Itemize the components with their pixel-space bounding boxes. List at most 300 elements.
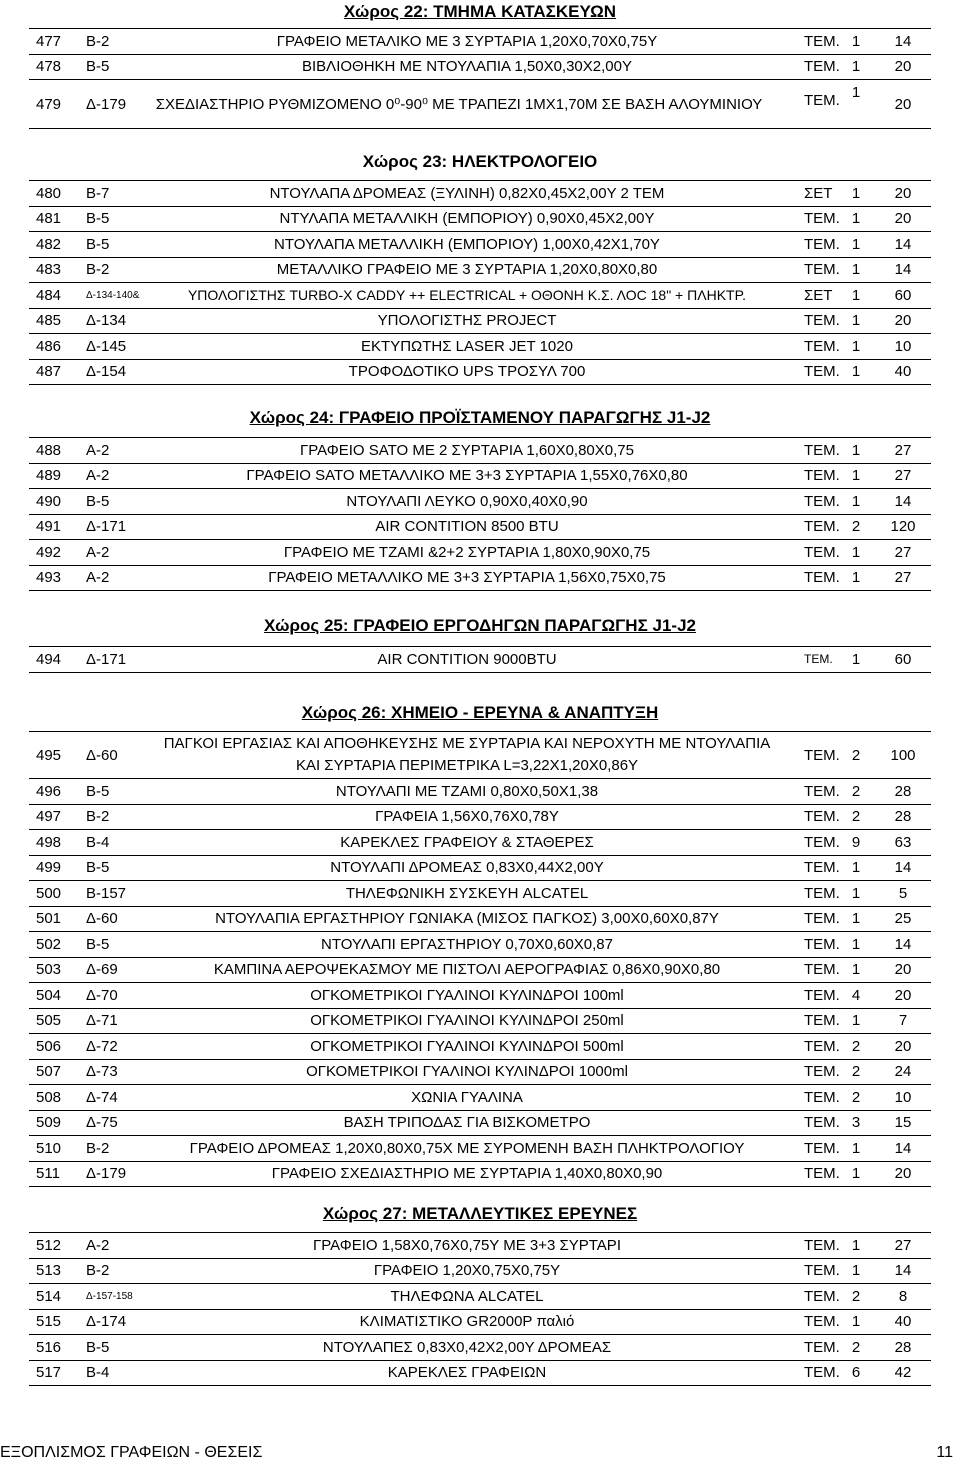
row-quantity: 2: [851, 518, 861, 536]
row-quantity: 1: [851, 184, 861, 202]
row-code: Α-2: [86, 1236, 110, 1254]
row-total: 20: [894, 961, 912, 979]
row-description: ΚΛΙΜΑΤΙΣΤΙΚΟ GR2000P παλιό: [359, 1313, 575, 1331]
table-row: [29, 257, 931, 283]
row-description: ΓΡΑΦΕΙΟ SATO ΜΕ 2 ΣΥΡΤΑΡΙΑ 1,60Χ0,80Χ0,75: [300, 441, 634, 459]
table-row: [29, 1334, 931, 1360]
row-unit: ΤΕΜ.: [804, 543, 840, 561]
row-quantity: 1: [851, 1236, 861, 1254]
table-row: [29, 1110, 931, 1136]
row-unit: ΤΕΜ.: [804, 235, 840, 253]
table-row: [29, 333, 931, 359]
table-row: [29, 1309, 931, 1335]
row-unit: ΤΕΜ.: [804, 652, 833, 667]
table-row: [29, 829, 931, 855]
row-unit: ΤΕΜ.: [804, 833, 840, 851]
table-section-24: [29, 437, 931, 591]
row-total: 120: [890, 518, 916, 536]
table-row: [29, 1033, 931, 1059]
table-row: [29, 1283, 931, 1309]
row-code: Δ-73: [86, 1063, 118, 1081]
table-row: [29, 1084, 931, 1110]
table-row: [29, 437, 931, 463]
row-total: 27: [894, 543, 912, 561]
table-row: [29, 282, 931, 308]
row-quantity: 1: [851, 84, 861, 101]
row-unit: ΤΕΜ.: [804, 1088, 840, 1106]
table-row: [29, 646, 931, 673]
row-description: ΝΤΟΥΛΑΠΙ ΛΕΥΚΟ 0,90Χ0,40Χ0,90: [346, 492, 588, 510]
page-number: 11: [936, 1444, 953, 1461]
row-quantity: 1: [851, 650, 861, 668]
row-total: 60: [894, 286, 912, 304]
table-row: [29, 1008, 931, 1034]
row-description: ΝΤΟΥΛΑΠΙ ΜΕ ΤΖΑΜΙ 0,80Χ0,50Χ1,38: [335, 782, 599, 800]
row-number: 515: [36, 1313, 62, 1331]
row-total: 14: [894, 1139, 912, 1157]
row-quantity: 3: [851, 1114, 861, 1132]
row-quantity: 2: [851, 1088, 861, 1106]
table-row: [29, 28, 931, 54]
row-quantity: 1: [851, 859, 861, 877]
row-description: ΒΙΒΛΙΟΘΗΚΗ ΜΕ ΝΤΟΥΛΑΠΙΑ 1,50Χ0,30Χ2,00Υ: [302, 58, 632, 76]
row-code: Δ-179: [86, 1165, 127, 1183]
row-number: 481: [36, 210, 62, 228]
row-description: ΥΠΟΛΟΓΙΣΤΗΣ PROJECT: [377, 312, 557, 330]
row-quantity: 1: [851, 235, 861, 253]
row-code: Β-4: [86, 1364, 110, 1382]
row-total: 27: [894, 1236, 912, 1254]
row-description: ΤΡΟΦΟΔΟΤΙΚΟ UPS ΤΡΟΣΥΛ 700: [348, 363, 586, 381]
row-number: 507: [36, 1063, 62, 1081]
row-code: Β-2: [86, 261, 110, 279]
row-unit: ΤΕΜ.: [804, 92, 840, 109]
row-unit: ΤΕΜ.: [804, 1313, 840, 1331]
row-quantity: 1: [851, 1165, 861, 1183]
row-total: 20: [894, 312, 912, 330]
row-unit: ΤΕΜ.: [804, 986, 840, 1004]
row-unit: ΤΕΜ.: [804, 32, 840, 50]
section-title-25: Χώρος 25: ΓΡΑΦΕΙΟ ΕΡΓΟΔΗΓΩΝ ΠΑΡΑΓΩΓΗΣ J1-J2: [264, 616, 696, 635]
row-unit: ΤΕΜ.: [804, 337, 840, 355]
row-description: ΧΩΝΙΑ ΓΥΑΛΙΝΑ: [411, 1088, 523, 1106]
row-description-line-2: ΚΑΙ ΣΥΡΤΑΡΙΑ ΠΕΡΙΜΕΤΡΙΚΑ L=3,22Χ1,20Χ0,86Υ: [295, 757, 639, 774]
section-title-27: Χώρος 27: ΜΕΤΑΛΛΕΥΤΙΚΕΣ ΕΡΕΥΝΕΣ: [322, 1204, 638, 1223]
row-description: [147, 732, 787, 778]
row-code: Β-5: [86, 782, 110, 800]
row-code: Α-2: [86, 441, 110, 459]
row-code: Α-2: [86, 467, 110, 485]
row-description: ΓΡΑΦΕΙΟ ΜΕ ΤΖΑΜΙ &2+2 ΣΥΡΤΑΡΙΑ 1,80Χ0,90Χ0,75: [283, 543, 651, 561]
row-quantity: 4: [851, 986, 861, 1004]
row-number: 516: [36, 1338, 62, 1356]
row-description: ΣΧΕΔΙΑΣΤΗΡΙΟ ΡΥΘΜΙΖΟΜΕΝΟ 0⁰-90⁰ ΜΕ ΤΡΑΠΕΖΙ 1ΜΧ1,70Μ ΣΕ ΒΑΣΗ ΑΛΟΥΜΙΝΙΟΥ: [155, 96, 763, 113]
row-description: ΟΓΚΟΜΕΤΡΙΚΟΙ ΓΥΑΛΙΝΟΙ ΚΥΛΙΝΔΡΟΙ 250ml: [310, 1012, 624, 1030]
row-total: 27: [894, 467, 912, 485]
row-quantity: 1: [851, 1012, 861, 1030]
row-total: 14: [894, 1262, 912, 1280]
row-code: Δ-60: [86, 746, 118, 764]
row-total: 5: [898, 884, 908, 902]
row-unit: ΤΕΜ.: [804, 1165, 840, 1183]
row-unit: ΤΕΜ.: [804, 261, 840, 279]
row-code: Α-2: [86, 569, 110, 587]
table-row: [29, 1360, 931, 1387]
row-unit: ΤΕΜ.: [804, 518, 840, 536]
section-title-26: Χώρος 26: ΧΗΜΕΙΟ - ΕΡΕΥΝΑ & ΑΝΑΠΤΥΞΗ: [301, 703, 659, 722]
row-code: Β-5: [86, 1338, 110, 1356]
row-unit: ΤΕΜ.: [804, 58, 840, 76]
row-code: Δ-171: [86, 518, 127, 536]
row-number: 488: [36, 441, 62, 459]
row-description: ΚΑΜΠΙΝΑ ΑΕΡΟΨΕΚΑΣΜΟΥ ΜΕ ΠΙΣΤΟΛΙ ΑΕΡΟΓΡΑΦΙΑΣ 0,86Χ0,90Χ0,80: [213, 961, 721, 979]
table-row: [29, 855, 931, 881]
row-code: Δ-71: [86, 1012, 118, 1030]
row-quantity: 6: [851, 1364, 861, 1382]
row-unit: ΤΕΜ.: [804, 935, 840, 953]
row-code: Β-5: [86, 492, 110, 510]
row-number: 503: [36, 961, 62, 979]
table-row: [29, 880, 931, 906]
row-description: ΥΠΟΛΟΓΙΣΤΗΣ TURBO-X CADDY ++ ELECTRICAL + ΟΘΟΝΗ Κ.Σ. ΛΟC 18" + ΠΛΗΚΤΡ.: [187, 287, 747, 304]
row-description: ΜΕΤΑΛΛΙΚΟ ΓΡΑΦΕΙΟ ΜΕ 3 ΣΥΡΤΑΡΙΑ 1,20Χ0,80Χ0,80: [276, 261, 658, 279]
table-row: [29, 931, 931, 957]
table-row: [29, 206, 931, 232]
row-description: ΒΑΣΗ ΤΡΙΠΟΔΑΣ ΓΙΑ ΒΙΣΚΟΜΕΤΡΟ: [343, 1114, 591, 1132]
row-quantity: 1: [851, 467, 861, 485]
row-quantity: 1: [851, 32, 861, 50]
row-unit: ΤΕΜ.: [804, 1287, 840, 1305]
row-total: 63: [894, 833, 912, 851]
row-number: 492: [36, 543, 62, 561]
row-unit: ΤΕΜ.: [804, 1037, 840, 1055]
row-description: ΟΓΚΟΜΕΤΡΙΚΟΙ ΓΥΑΛΙΝΟΙ ΚΥΛΙΝΔΡΟΙ 1000ml: [306, 1063, 628, 1081]
table-row: [29, 1161, 931, 1188]
table-row: [29, 488, 931, 514]
row-total: 20: [894, 210, 912, 228]
row-code: Δ-154: [86, 363, 127, 381]
row-code: Δ-171: [86, 650, 127, 668]
row-unit: ΤΕΜ.: [804, 884, 840, 902]
row-unit: ΤΕΜ.: [804, 492, 840, 510]
row-description: ΓΡΑΦΕΙΟ ΜΕΤΑΛΛΙΚΟ ΜΕ 3+3 ΣΥΡΤΑΡΙΑ 1,56Χ0,75Χ0,75: [268, 569, 666, 587]
row-total: 100: [890, 746, 916, 764]
row-description: ΕΚΤΥΠΩΤΗΣ LASER JET 1020: [361, 337, 573, 355]
row-total: 10: [894, 1088, 912, 1106]
row-code: Β-4: [86, 833, 110, 851]
row-quantity: 2: [851, 782, 861, 800]
row-quantity: 1: [851, 1313, 861, 1331]
section-title-24: Χώρος 24: ΓΡΑΦΕΙΟ ΠΡΟΪΣΤΑΜΕΝΟΥ ΠΑΡΑΓΩΓΗΣ J1-J2: [249, 408, 711, 427]
table-row: [29, 539, 931, 565]
row-total: 28: [894, 782, 912, 800]
table-row: [29, 308, 931, 334]
row-total: 20: [894, 95, 912, 113]
row-number: 506: [36, 1037, 62, 1055]
row-number: 511: [36, 1165, 60, 1183]
row-total: 7: [898, 1012, 908, 1030]
table-section-22: [29, 28, 931, 129]
table-row: [29, 778, 931, 804]
row-total: 20: [894, 184, 912, 202]
row-number: 491: [36, 518, 62, 536]
row-unit: ΤΕΜ.: [804, 1338, 840, 1356]
row-quantity: 1: [851, 286, 861, 304]
row-number: 502: [36, 935, 62, 953]
row-total: 14: [894, 32, 912, 50]
row-unit: ΤΕΜ.: [804, 1012, 840, 1030]
row-code: Β-2: [86, 808, 110, 826]
row-number: 480: [36, 184, 62, 202]
row-total: 8: [898, 1287, 908, 1305]
table-row: [29, 804, 931, 830]
row-code: Β-2: [86, 32, 110, 50]
row-number: 500: [36, 884, 62, 902]
row-total: 20: [894, 986, 912, 1004]
row-unit: ΤΕΜ.: [804, 1114, 840, 1132]
row-total: 15: [894, 1114, 912, 1132]
row-total: 40: [894, 363, 912, 381]
row-number: 512: [36, 1236, 62, 1254]
row-number: 493: [36, 569, 62, 587]
row-number: 487: [36, 363, 62, 381]
row-description: ΓΡΑΦΕΙΟ ΣΧΕΔΙΑΣΤΗΡΙΟ ΜΕ ΣΥΡΤΑΡΙΑ 1,40Χ0,80Χ0,90: [271, 1165, 663, 1183]
row-number: 504: [36, 986, 62, 1004]
row-description: ΚΑΡΕΚΛΕΣ ΓΡΑΦΕΙΩΝ: [387, 1364, 547, 1382]
row-number: 495: [36, 746, 62, 764]
row-total: 40: [894, 1313, 912, 1331]
row-quantity: 1: [851, 337, 861, 355]
row-description-line-1: ΠΑΓΚΟΙ ΕΡΓΑΣΙΑΣ ΚΑΙ ΑΠΟΘΗΚΕΥΣΗΣ ΜΕ ΣΥΡΤΑΡΙΑ ΚΑΙ ΝΕΡΟΧΥΤΗ ΜΕ ΝΤΟΥΛΑΠΙΑ: [163, 735, 771, 752]
row-number: 479: [36, 95, 62, 113]
row-unit: ΤΕΜ.: [804, 782, 840, 800]
table-row: [29, 982, 931, 1008]
row-number: 490: [36, 492, 62, 510]
table-section-26: [29, 731, 931, 1187]
row-unit: ΤΕΜ.: [804, 210, 840, 228]
row-description: ΝΤΟΥΛΑΠΕΣ 0,83Χ0,42Χ2,00Υ ΔΡΟΜΕΑΣ: [322, 1338, 612, 1356]
row-description: AIR CONTITION 9000BTU: [377, 650, 557, 668]
row-number: 508: [36, 1088, 62, 1106]
row-number: 499: [36, 859, 62, 877]
row-number: 494: [36, 650, 62, 668]
row-total: 28: [894, 808, 912, 826]
row-description: ΝΤΟΥΛΑΠΙΑ ΕΡΓΑΣΤΗΡΙΟΥ ΓΩΝΙΑΚΑ (ΜΙΣΟΣ ΠΑΓΚΟΣ) 3,00Χ0,60Χ0,87Υ: [215, 910, 719, 928]
row-total: 27: [894, 569, 912, 587]
table-row: [29, 1059, 931, 1085]
table-row: [29, 180, 931, 206]
row-description: AIR CONTITION 8500 BTU: [375, 518, 559, 536]
row-quantity: 1: [851, 210, 861, 228]
section-title-22: Χώρος 22: ΤΜΗΜΑ ΚΑΤΑΣΚΕΥΩΝ: [343, 2, 617, 21]
row-code: Δ-145: [86, 337, 127, 355]
row-number: 498: [36, 833, 62, 851]
row-quantity: 1: [851, 492, 861, 510]
table-row: [29, 54, 931, 80]
row-code: Δ-60: [86, 910, 118, 928]
row-description: ΝΤΟΥΛΑΠΙ ΕΡΓΑΣΤΗΡΙΟΥ 0,70Χ0,60Χ0,87: [320, 935, 613, 953]
row-total: 10: [894, 337, 912, 355]
row-total: 14: [894, 492, 912, 510]
row-unit: ΤΕΜ.: [804, 1236, 840, 1254]
row-number: 510: [36, 1139, 62, 1157]
row-unit: ΤΕΜ.: [804, 312, 840, 330]
row-number: 501: [36, 910, 62, 928]
row-quantity: 2: [851, 746, 861, 764]
row-description: ΝΤΥΛΑΠΑ ΜΕΤΑΛΛΙΚΗ (ΕΜΠΟΡΙΟΥ) 0,90Χ0,45Χ2,00Υ: [279, 210, 655, 228]
row-quantity: 1: [851, 261, 861, 279]
table-row: [29, 231, 931, 257]
row-quantity: 2: [851, 1037, 861, 1055]
table-row: [29, 1232, 931, 1258]
row-total: 28: [894, 1338, 912, 1356]
table-section-23: [29, 180, 931, 385]
row-unit: ΤΕΜ.: [804, 569, 840, 587]
row-quantity: 1: [851, 961, 861, 979]
row-total: 20: [894, 1037, 912, 1055]
row-code: Α-2: [86, 543, 110, 561]
row-code: Β-157: [86, 884, 127, 902]
row-unit: ΣΕΤ: [804, 286, 833, 304]
row-code: Β-5: [86, 210, 110, 228]
row-unit: ΤΕΜ.: [804, 1364, 840, 1382]
row-code: Δ-157-158: [86, 1290, 133, 1302]
row-total: 20: [894, 58, 912, 76]
row-description: ΓΡΑΦΕΙΟ ΔΡΟΜΕΑΣ 1,20Χ0,80Χ0,75Χ ΜΕ ΣΥΡΟΜΕΝΗ ΒΑΣΗ ΠΛΗΚΤΡΟΛΟΓΙΟΥ: [189, 1139, 745, 1157]
row-description: ΓΡΑΦΕΙΟ 1,20Χ0,75Χ0,75Υ: [373, 1262, 561, 1280]
table-row: [29, 731, 931, 778]
row-total: 24: [894, 1063, 912, 1081]
row-number: 483: [36, 261, 62, 279]
row-code: Β-2: [86, 1262, 110, 1280]
row-description: ΓΡΑΦΕΙΟ SATO ΜΕΤΑΛΛΙΚΟ ΜΕ 3+3 ΣΥΡΤΑΡΙΑ 1,55Χ0,76Χ0,80: [246, 467, 688, 485]
row-unit: ΣΕΤ: [804, 184, 833, 202]
row-number: 513: [36, 1262, 62, 1280]
row-description: ΟΓΚΟΜΕΤΡΙΚΟΙ ΓΥΑΛΙΝΟΙ ΚΥΛΙΝΔΡΟΙ 100ml: [310, 986, 624, 1004]
row-code: Δ-70: [86, 986, 118, 1004]
footer-title: ΕΞΟΠΛΙΣΜΟΣ ΓΡΑΦΕΙΩΝ - ΘΕΣΕΙΣ: [0, 1444, 263, 1461]
table-row: [29, 514, 931, 540]
row-quantity: 9: [851, 833, 861, 851]
row-quantity: 1: [851, 935, 861, 953]
row-quantity: 1: [851, 363, 861, 381]
row-unit: ΤΕΜ.: [804, 808, 840, 826]
row-unit: ΤΕΜ.: [804, 1063, 840, 1081]
row-total: 60: [894, 650, 912, 668]
table-row: [29, 359, 931, 386]
row-code: Δ-174: [86, 1313, 127, 1331]
row-number: 517: [36, 1364, 62, 1382]
row-unit: ΤΕΜ.: [804, 467, 840, 485]
row-number: 509: [36, 1114, 62, 1132]
row-total: 14: [894, 261, 912, 279]
row-description: ΟΓΚΟΜΕΤΡΙΚΟΙ ΓΥΑΛΙΝΟΙ ΚΥΛΙΝΔΡΟΙ 500ml: [310, 1037, 624, 1055]
row-code: Β-5: [86, 235, 110, 253]
row-quantity: 2: [851, 1063, 861, 1081]
row-total: 14: [894, 235, 912, 253]
row-total: 27: [894, 441, 912, 459]
table-section-25: [29, 646, 931, 673]
row-code: Δ-69: [86, 961, 118, 979]
row-quantity: 1: [851, 441, 861, 459]
row-total: 25: [894, 910, 912, 928]
row-unit: ΤΕΜ.: [804, 859, 840, 877]
row-code: Δ-179: [86, 95, 127, 113]
row-quantity: 2: [851, 1338, 861, 1356]
row-number: 489: [36, 467, 62, 485]
row-unit: ΤΕΜ.: [804, 363, 840, 381]
table-row: [29, 957, 931, 983]
row-description: ΓΡΑΦΕΙΟ 1,58Χ0,76Χ0,75Υ ΜΕ 3+3 ΣΥΡΤΑΡΙ: [313, 1236, 621, 1254]
row-unit: ΤΕΜ.: [804, 441, 840, 459]
table-row: [29, 79, 931, 129]
row-quantity: 1: [851, 58, 861, 76]
row-total: 20: [894, 1165, 912, 1183]
row-quantity: 1: [851, 884, 861, 902]
row-code: Δ-134: [86, 312, 127, 330]
row-code: Δ-134-140&: [86, 289, 140, 301]
row-number: 484: [36, 286, 62, 304]
row-description: ΤΗΛΕΦΩΝΑ ALCATEL: [390, 1287, 544, 1305]
row-code: Δ-74: [86, 1088, 118, 1106]
row-code: Β-7: [86, 184, 110, 202]
row-quantity: 1: [851, 1139, 861, 1157]
row-number: 486: [36, 337, 62, 355]
table-row: [29, 565, 931, 592]
row-number: 485: [36, 312, 62, 330]
row-quantity: 1: [851, 569, 861, 587]
row-total: 14: [894, 859, 912, 877]
row-unit: ΤΕΜ.: [804, 961, 840, 979]
table-row: [29, 463, 931, 489]
row-description: ΚΑΡΕΚΛΕΣ ΓΡΑΦΕΙΟΥ & ΣΤΑΘΕΡΕΣ: [340, 833, 594, 851]
row-number: 497: [36, 808, 62, 826]
row-description: ΤΗΛΕΦΩΝΙΚΗ ΣΥΣΚΕΥΗ ALCATEL: [345, 884, 589, 902]
row-number: 477: [36, 32, 62, 50]
row-code: Β-2: [86, 1139, 110, 1157]
row-quantity: 2: [851, 808, 861, 826]
row-number: 514: [36, 1287, 62, 1305]
row-number: 478: [36, 58, 62, 76]
row-total: 14: [894, 935, 912, 953]
table-row: [29, 1258, 931, 1284]
table-section-27: [29, 1232, 931, 1386]
row-code: Β-5: [86, 935, 110, 953]
row-number: 496: [36, 782, 62, 800]
row-unit: ΤΕΜ.: [804, 1262, 840, 1280]
section-title-23: Χώρος 23: ΗΛΕΚΤΡΟΛΟΓΕΙΟ: [362, 152, 598, 171]
row-code: Δ-75: [86, 1114, 118, 1132]
row-number: 505: [36, 1012, 62, 1030]
table-row: [29, 906, 931, 932]
row-number: 482: [36, 235, 62, 253]
row-quantity: 2: [851, 1287, 861, 1305]
row-quantity: 1: [851, 312, 861, 330]
row-code: Β-5: [86, 859, 110, 877]
row-unit: ΤΕΜ.: [804, 746, 840, 764]
row-code: Δ-72: [86, 1037, 118, 1055]
row-unit: ΤΕΜ.: [804, 910, 840, 928]
row-description: ΓΡΑΦΕΙΑ 1,56Χ0,76Χ0,78Υ: [375, 808, 559, 826]
row-quantity: 1: [851, 1262, 861, 1280]
row-code: Β-5: [86, 58, 110, 76]
row-quantity: 1: [851, 910, 861, 928]
row-quantity: 1: [851, 543, 861, 561]
row-description: ΝΤΟΥΛΑΠΑ ΜΕΤΑΛΛΙΚΗ (ΕΜΠΟΡΙΟΥ) 1,00Χ0,42Χ1,70Υ: [274, 235, 660, 253]
table-row: [29, 1135, 931, 1161]
row-total: 42: [894, 1364, 912, 1382]
row-description: ΓΡΑΦΕΙΟ ΜΕΤΑΛΙΚΟ ΜΕ 3 ΣΥΡΤΑΡΙΑ 1,20Χ0,70Χ0,75Υ: [276, 32, 658, 50]
